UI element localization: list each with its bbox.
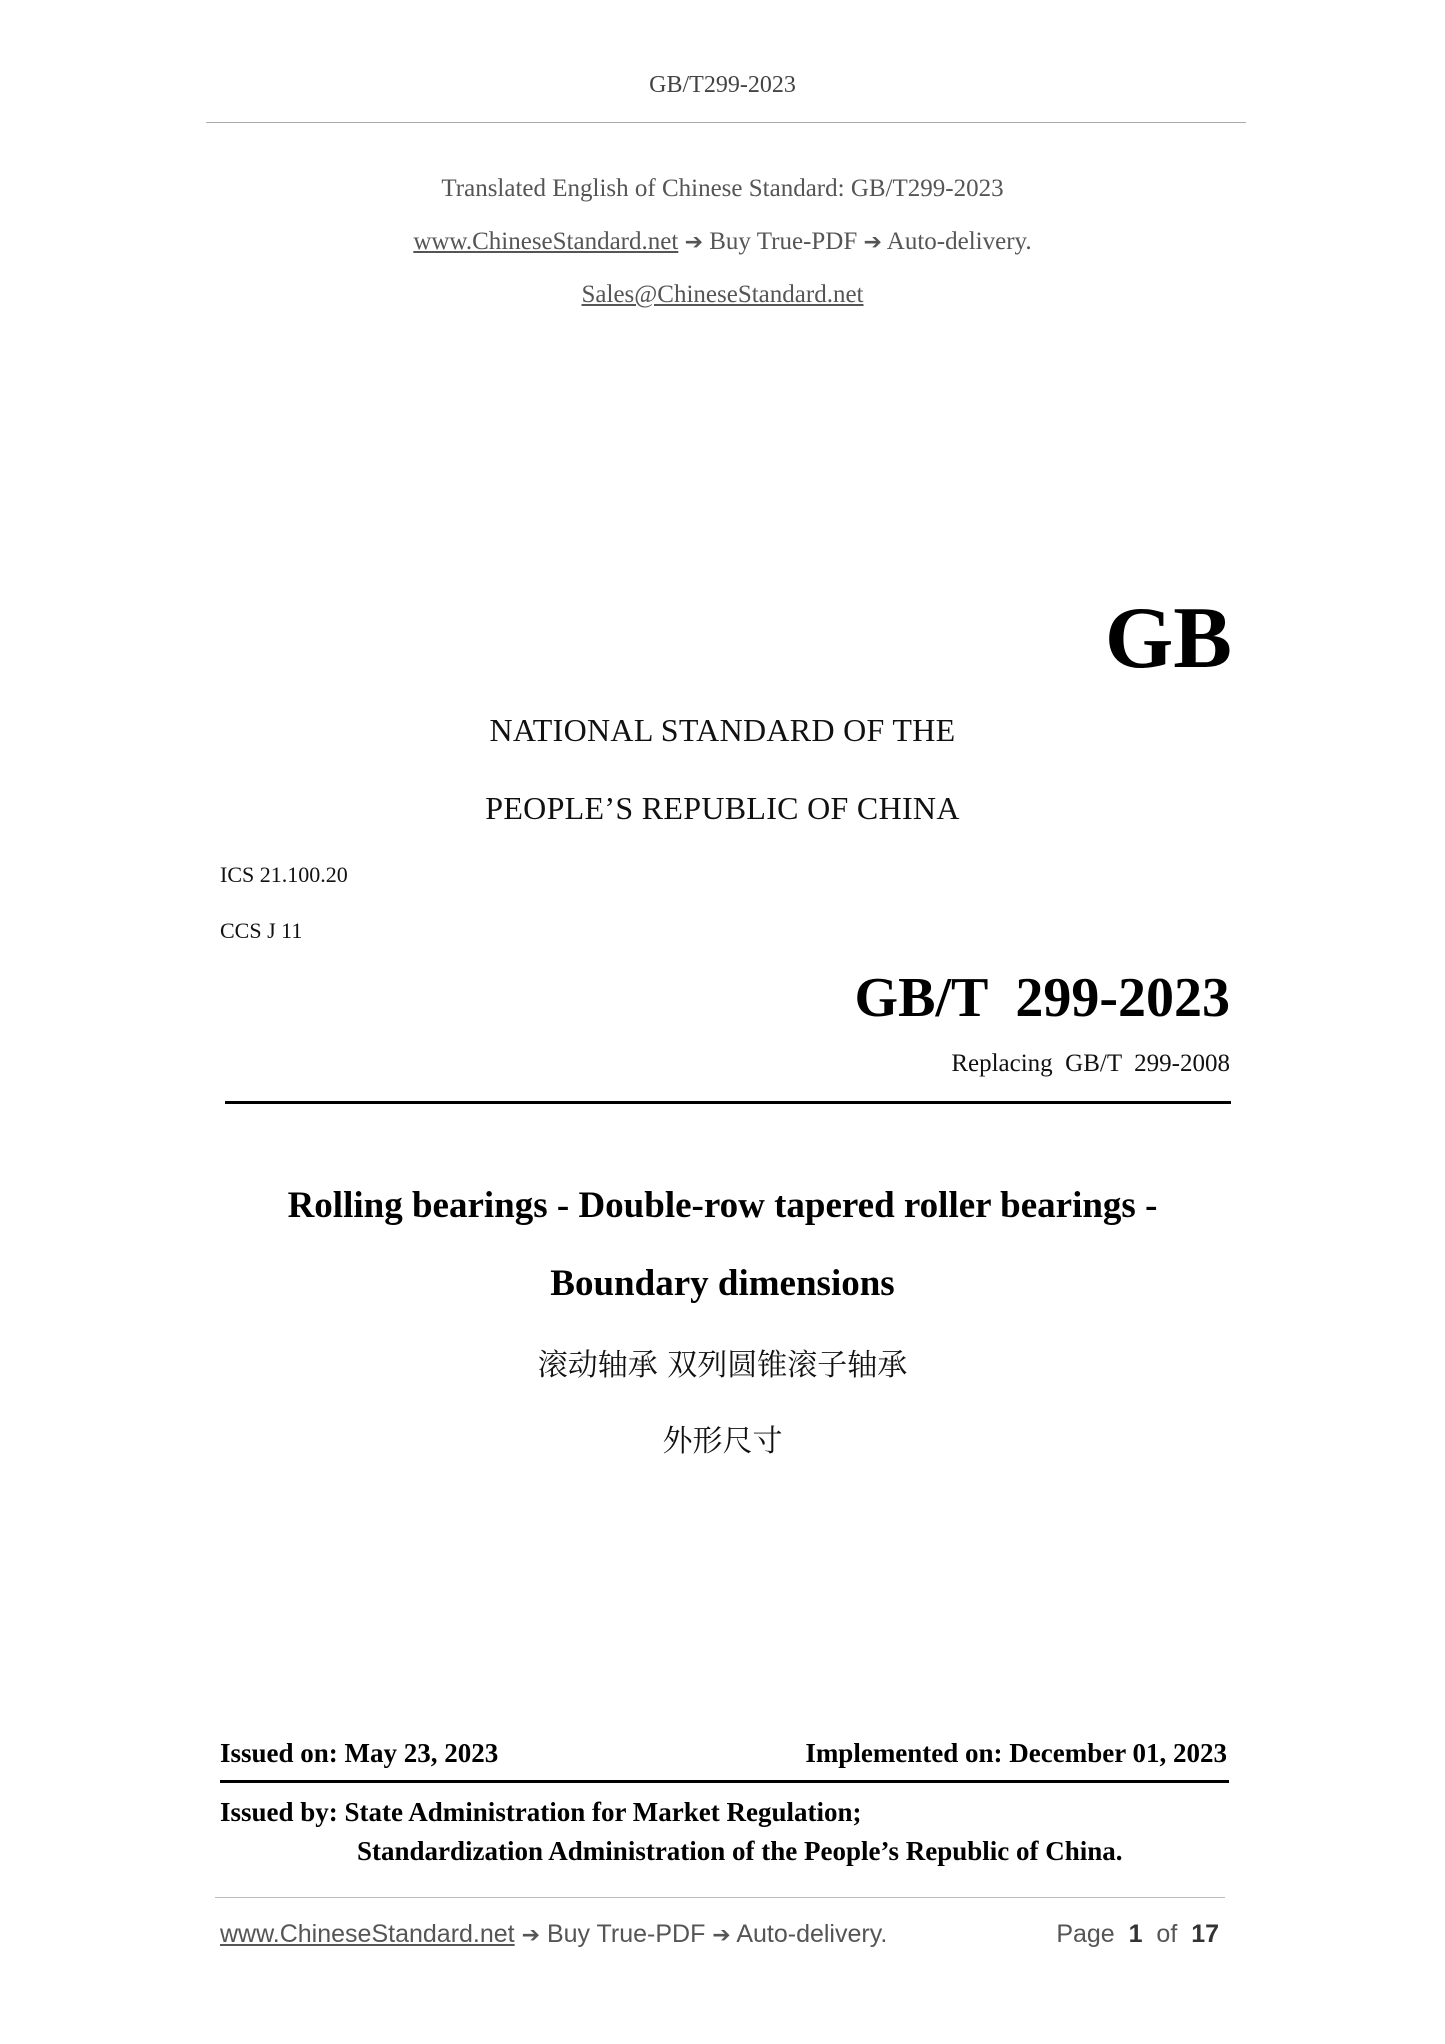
delivery-text: Auto-delivery.: [886, 228, 1032, 255]
promo-email: [0, 281, 1445, 309]
title-en-line-2: Boundary dimensions: [550, 1263, 895, 1304]
running-header: GB/T299-2023: [649, 72, 796, 98]
issued-by-line-1: Issued by: State Administration for Market Regulation;: [220, 1797, 862, 1827]
of-label: of: [1156, 1920, 1178, 1948]
footer-buy-text: Buy True-PDF: [546, 1920, 706, 1948]
buy-text: Buy True-PDF: [709, 228, 858, 255]
dates-divider: [220, 1780, 1229, 1783]
replacing-note: Replacing GB/T 299-2008: [951, 1050, 1230, 1077]
title-divider: [225, 1101, 1231, 1104]
title-cn-line-1: 滚动轴承 双列圆锥滚子轴承: [537, 1348, 908, 1383]
issued-on-date: Issued on: May 23, 2023: [220, 1738, 499, 1768]
right-arrow-icon: ➔: [684, 230, 703, 255]
title-en-line-1: Rolling bearings - Double-row tapered roller bearings -: [287, 1185, 1158, 1226]
footer-delivery-text: Auto-delivery.: [736, 1920, 888, 1948]
email-link[interactable]: Sales@ChineseStandard.net: [581, 281, 864, 308]
footer-divider: [215, 1897, 1225, 1898]
gb-logo: GB: [1104, 590, 1232, 687]
ccs-code: CCS J 11: [220, 918, 303, 943]
right-arrow-icon: ➔: [521, 1923, 541, 1948]
ics-code: ICS 21.100.20: [220, 862, 348, 887]
page-number: 1: [1128, 1920, 1143, 1948]
site-link[interactable]: www.ChineseStandard.net: [413, 228, 679, 255]
right-arrow-icon: ➔: [712, 1923, 731, 1948]
header-divider: [206, 122, 1246, 123]
promo-title: Translated English of Chinese Standard: GB/T299-2023: [441, 175, 1004, 202]
page-total: 17: [1191, 1920, 1219, 1948]
national-line-2: PEOPLE’S REPUBLIC OF CHINA: [485, 790, 960, 826]
national-line-1: NATIONAL STANDARD OF THE: [489, 712, 956, 748]
footer-links: [220, 1920, 887, 1949]
right-arrow-icon: ➔: [863, 230, 882, 255]
page-label: Page: [1056, 1920, 1115, 1948]
title-cn-line-2: 外形尺寸: [662, 1424, 783, 1459]
implemented-on-date: Implemented on: December 01, 2023: [805, 1738, 1227, 1768]
standard-number: GB/T 299-2023: [854, 967, 1230, 1029]
promo-links: [0, 228, 1445, 256]
page-indicator: [1056, 1920, 1219, 1949]
issued-by-line-2: Standardization Administration of the People’s Republic of China.: [357, 1836, 1123, 1866]
footer-site-link[interactable]: www.ChineseStandard.net: [220, 1920, 515, 1948]
